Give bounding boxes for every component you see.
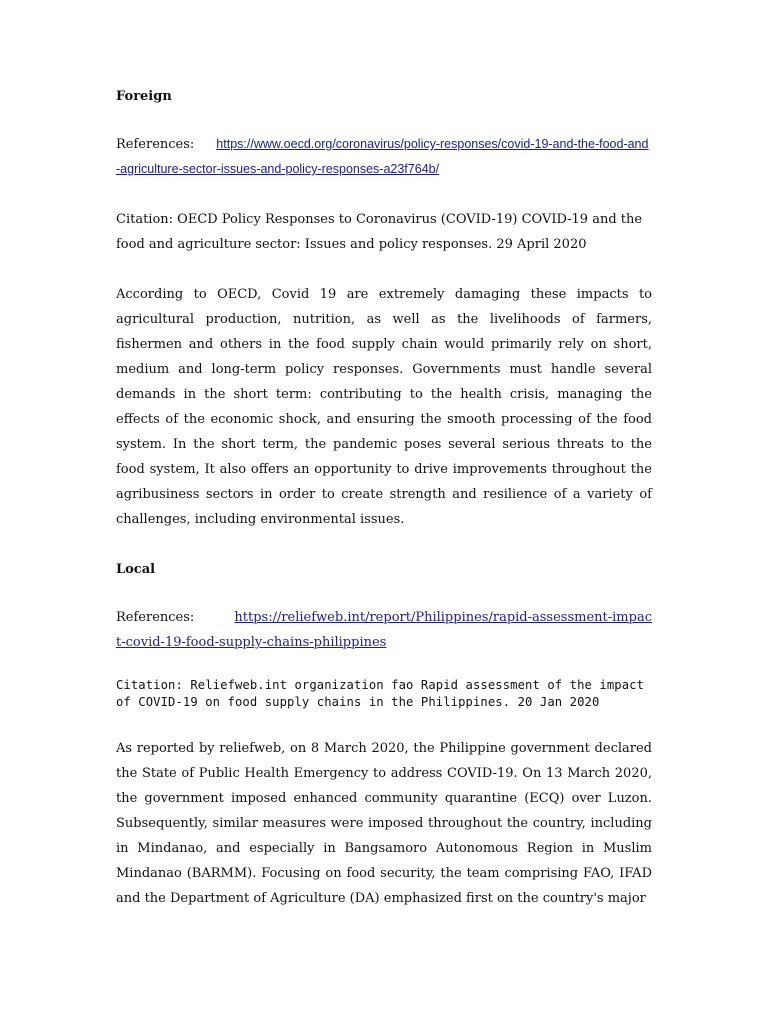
foreign-references bbox=[116, 132, 652, 182]
local-references-link[interactable]: https://reliefweb.int/report/Philippines/rapid-assessment-impact-covid-19-food-supply-chains-philippines bbox=[116, 610, 652, 650]
section-heading-foreign: Foreign bbox=[116, 89, 172, 104]
local-paragraph: As reported by reliefweb, on 8 March 2020, the Philippine government declared the State of Public Health Emergency to address COVID-19. On 13 March 2020, the government imposed enhanced community quarantine (ECQ) over Luzon. Subsequently, similar measures were imposed throughout the country, including in Mindanao, and especially in Bangsamoro Autonomous Region in Muslim Mindanao (BARMM). Focusing on food security, the team comprising FAO, IFAD and the Department of Agriculture (DA) emphasized first on the country's major bbox=[116, 741, 652, 906]
local-references-label: References: bbox=[116, 610, 195, 625]
local-citation: Citation: Reliefweb.int organization fao Rapid assessment of the impact of COVID-19 on food supply chains in the Philippines. 20 Jan 2020 bbox=[116, 678, 645, 709]
section-heading-local: Local bbox=[116, 562, 156, 577]
foreign-references-label: References: bbox=[116, 137, 195, 152]
document-page bbox=[116, 84, 652, 911]
foreign-citation: Citation: OECD Policy Responses to Coronavirus (COVID-19) COVID-19 and the food and agriculture sector: Issues and policy responses. 29 April 2020 bbox=[116, 212, 643, 252]
local-references bbox=[116, 605, 652, 655]
foreign-references-link[interactable]: https://www.oecd.org/coronavirus/policy-responses/covid-19-and-the-food-and-agriculture-sector-issues-and-policy-responses-a23f764b/ bbox=[116, 137, 649, 176]
foreign-paragraph: According to OECD, Covid 19 are extremely damaging these impacts to agricultural production, nutrition, as well as the livelihoods of farmers, fishermen and others in the food supply chain would primarily rely on short, medium and long-term policy responses. Governments must handle several demands in the short term: contributing to the health crisis, managing the effects of the economic shock, and ensuring the smooth processing of the food system. In the short term, the pandemic poses several serious threats to the food system, It also offers an opportunity to drive improvements throughout the agribusiness sectors in order to create strength and resilience of a variety of challenges, including environmental issues. bbox=[116, 287, 652, 527]
